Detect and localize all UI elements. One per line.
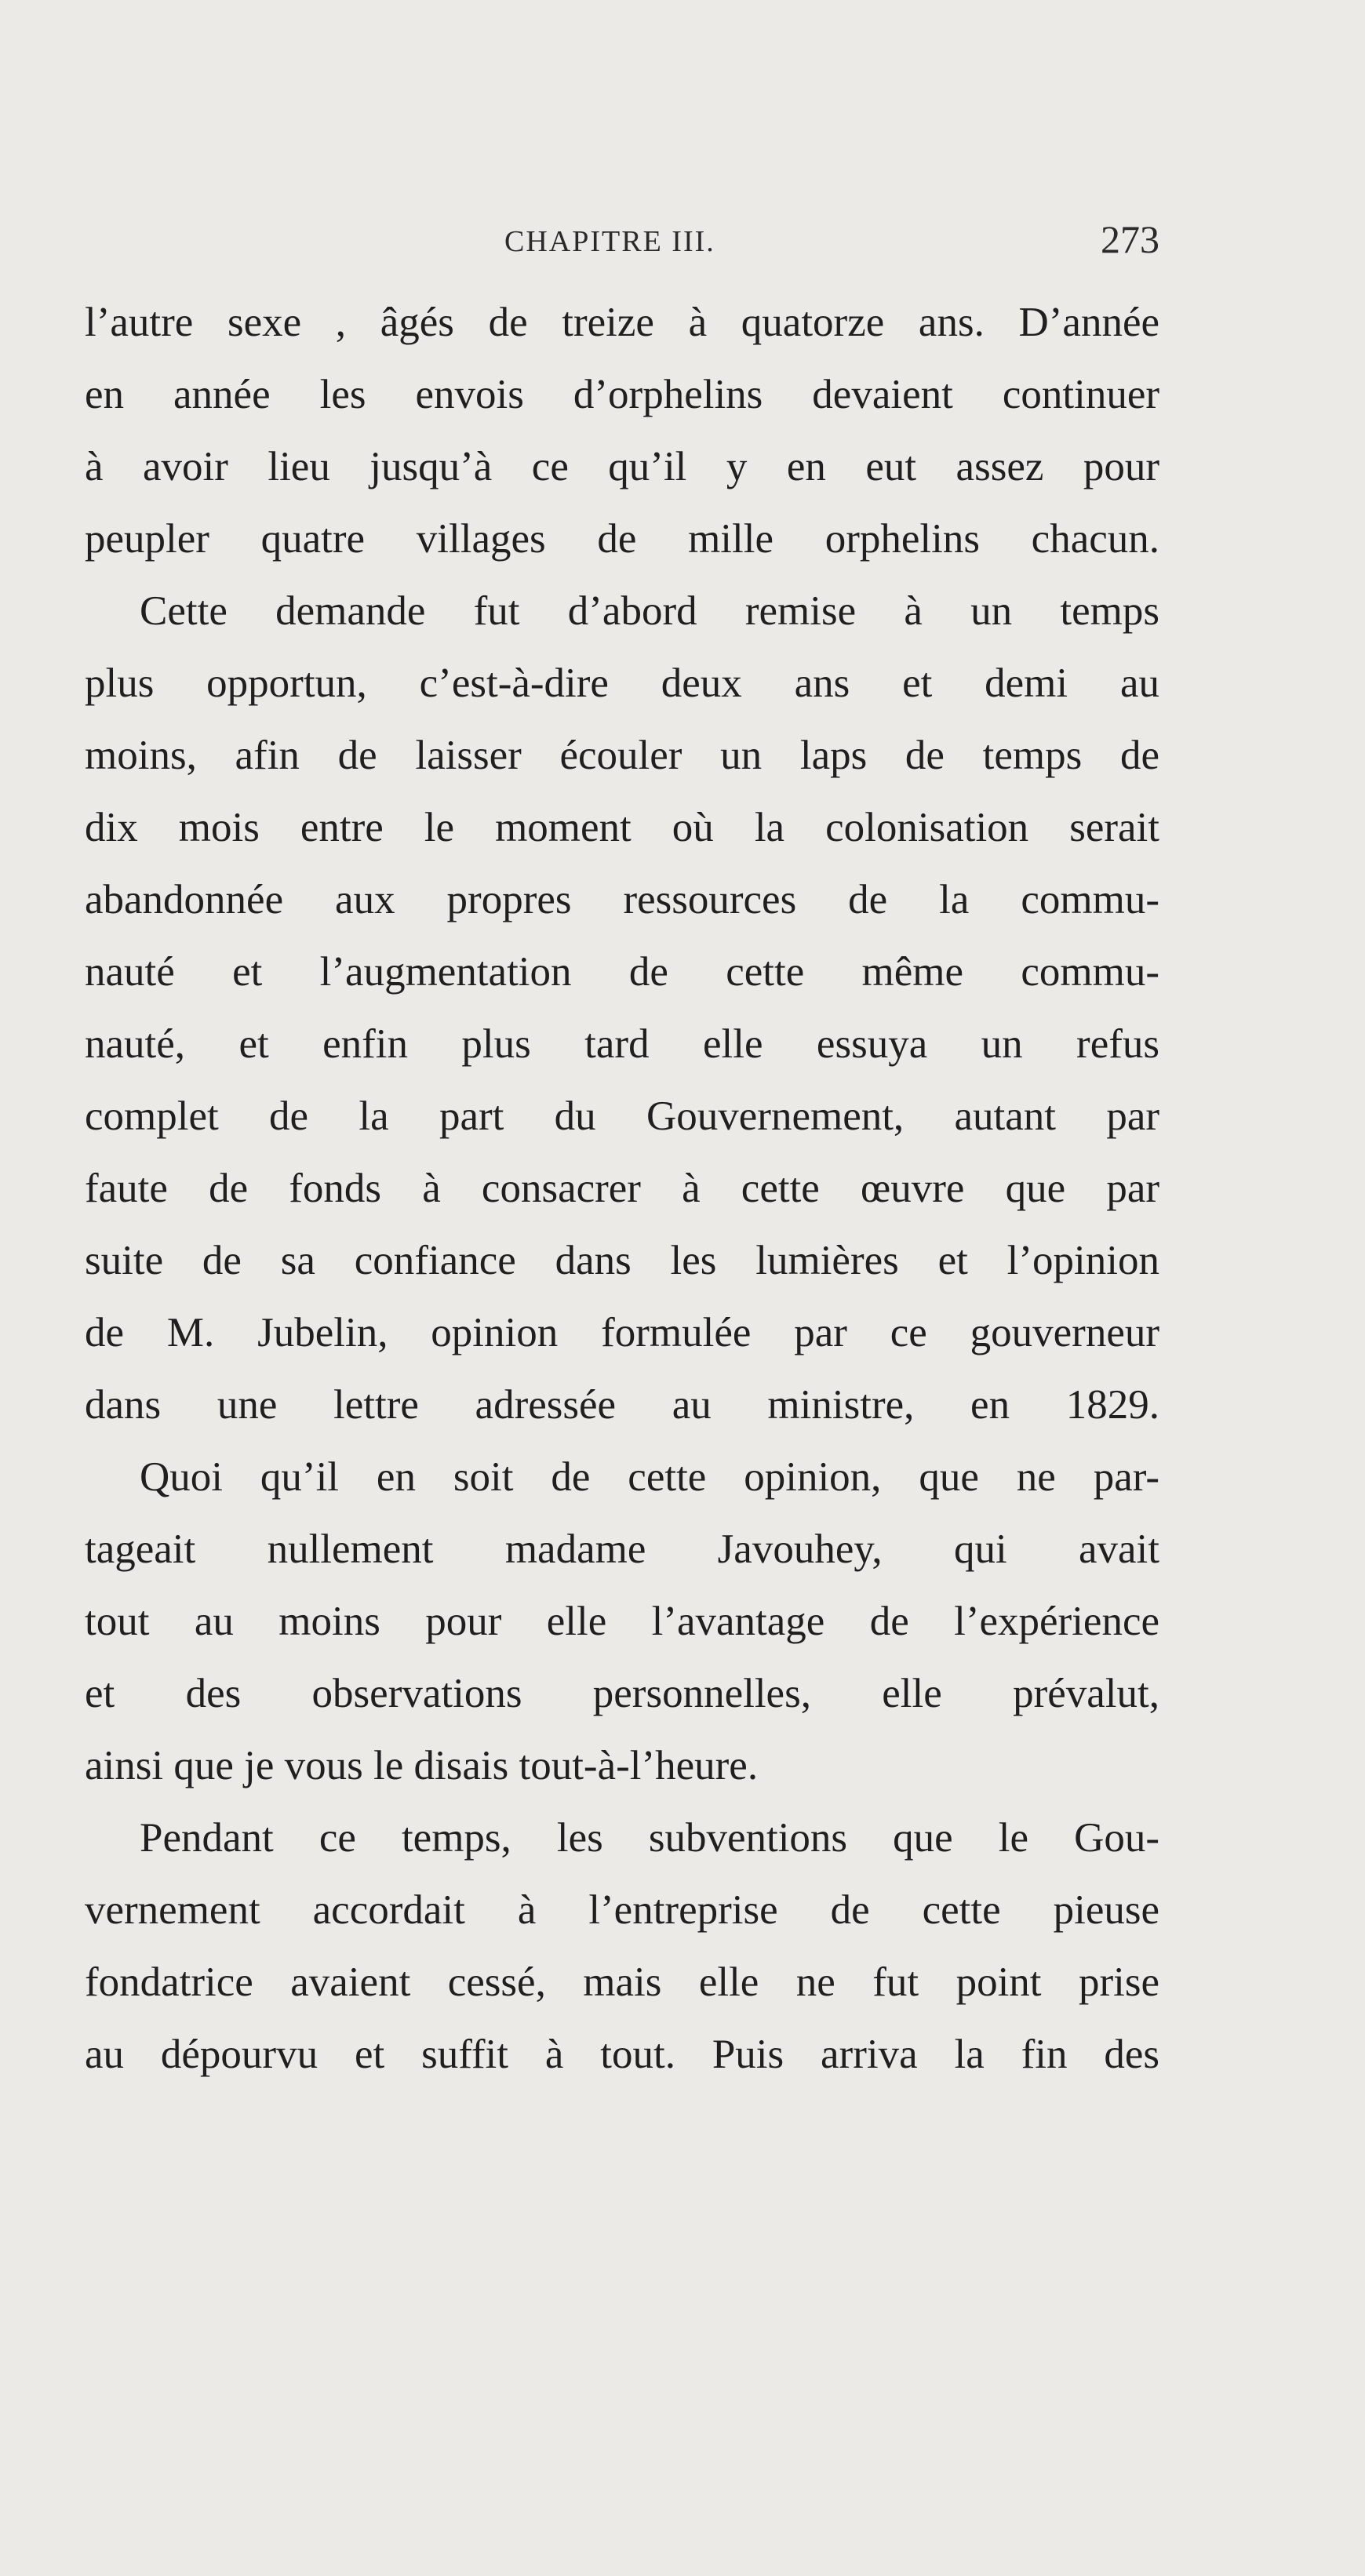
text-line: de M. Jubelin, opinion formulée par ce gouverneur [85, 1310, 1159, 1355]
text-line: peupler quatre villages de mille orphelins chacun. [85, 516, 1159, 562]
text-line: tout au moins pour elle l’avantage de l’expérience [85, 1599, 1159, 1644]
text-line: plus opportun, c’est-à-dire deux ans et demi au [85, 660, 1159, 706]
page-number: 273 [1101, 217, 1159, 261]
text-line: suite de sa confiance dans les lumières et l’opinion [85, 1238, 1159, 1283]
text-line: au dépourvu et suffit à tout. Puis arriva la fin des [85, 2032, 1159, 2077]
text-line: nauté, et enfin plus tard elle essuya un refus [85, 1021, 1159, 1067]
text-line: complet de la part du Gouvernement, autant par [85, 1093, 1159, 1139]
text-line: l’autre sexe , âgés de treize à quatorze ans. D’année [85, 300, 1159, 345]
text-line: tageait nullement madame Javouhey, qui avait [85, 1526, 1159, 1572]
text-line: nauté et l’augmentation de cette même commu- [85, 949, 1159, 995]
text-line: abandonnée aux propres ressources de la commu- [85, 877, 1159, 922]
text-line: fondatrice avaient cessé, mais elle ne fut point prise [85, 1959, 1159, 2005]
text-line: dans une lettre adressée au ministre, en 1829. [85, 1382, 1159, 1428]
text-line: dix mois entre le moment où la colonisation serait [85, 805, 1159, 850]
text-line: Cette demande fut d’abord remise à un temps [140, 588, 1159, 634]
text-line: Pendant ce temps, les subventions que le Gou- [140, 1815, 1159, 1861]
paragraph [85, 1441, 1159, 1802]
text-line: Quoi qu’il en soit de cette opinion, que ne par- [140, 1454, 1159, 1500]
text-line: et des observations personnelles, elle prévalut, [85, 1671, 1159, 1716]
text-line: moins, afin de laisser écouler un laps de temps de [85, 733, 1159, 778]
paragraph [85, 575, 1159, 1441]
text-line: à avoir lieu jusqu’à ce qu’il y en eut assez pour [85, 444, 1159, 489]
body-text [85, 286, 1159, 2090]
page-header [85, 202, 1159, 265]
text-line: faute de fonds à consacrer à cette œuvre que par [85, 1166, 1159, 1211]
text-line: vernement accordait à l’entreprise de cette pieuse [85, 1887, 1159, 1933]
paragraph [85, 286, 1159, 575]
text-line: ainsi que je vous le disais tout-à-l’heure. [85, 1743, 759, 1788]
running-title: CHAPITRE III. [504, 225, 715, 258]
paragraph [85, 1802, 1159, 2090]
text-line: en année les envois d’orphelins devaient continuer [85, 372, 1159, 417]
